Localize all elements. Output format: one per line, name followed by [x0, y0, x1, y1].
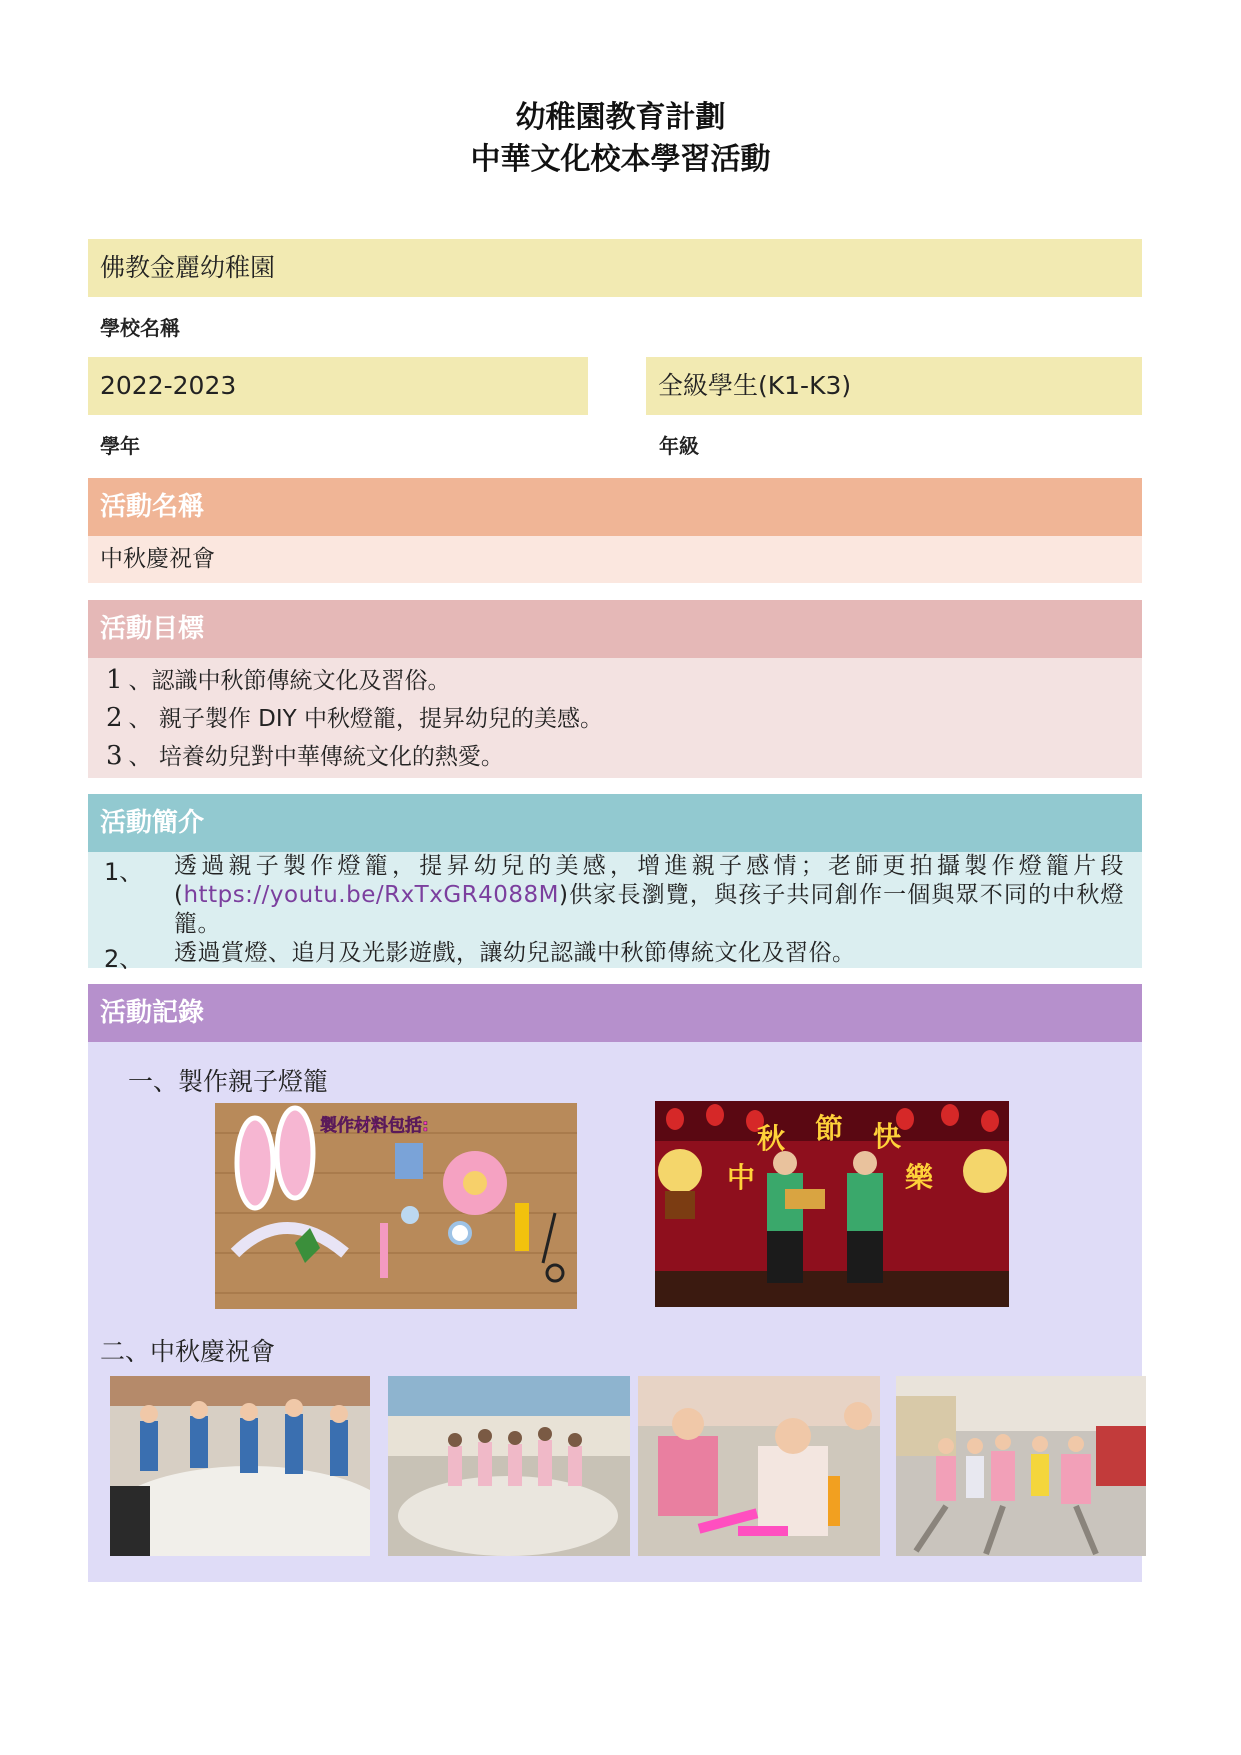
- records-subheading-lanterns: 一、製作親子燈籠: [128, 1067, 329, 1096]
- intro-number: 2、: [104, 945, 144, 973]
- objective-separator: 、: [128, 668, 152, 694]
- objective-item: [106, 700, 603, 736]
- grade-label: 年級: [659, 434, 699, 458]
- activity-name-heading: 活動名稱: [88, 478, 1142, 536]
- intro-body: [88, 852, 1142, 973]
- school-year-field: 2022-2023: [88, 357, 588, 415]
- lantern-materials-photo: [215, 1103, 577, 1309]
- records-subheading-celebration: 二、中秋慶祝會: [100, 1337, 276, 1366]
- intro-text-part: 透過親子製作燈籠，提昇幼兒的美感，增進親子感情；老師更拍攝製作燈籠片段(: [174, 853, 1124, 908]
- page-subtitle: 中華文化校本學習活動: [470, 142, 771, 177]
- objective-text: 培養幼兒對中華傳統文化的熱愛。: [151, 744, 504, 770]
- objective-separator: 、: [128, 744, 152, 770]
- intro-text: 透過賞燈、追月及光影遊戲，讓幼兒認識中秋節傳統文化及習俗。: [174, 940, 856, 966]
- school-name-label: 學校名稱: [100, 316, 180, 340]
- objectives-heading: 活動目標: [88, 600, 1142, 658]
- banner-char: 節: [815, 1112, 844, 1145]
- objective-number: 2: [106, 703, 123, 733]
- school-name-field: 佛教金麗幼稚園: [88, 239, 1142, 297]
- grade-field: 全級學生(K1-K3): [646, 357, 1142, 415]
- objectives-body: [88, 658, 1142, 778]
- banner-char: 中: [727, 1161, 756, 1194]
- intro-text-part: )供家長瀏覽，與孩子共同創作一個與眾不同的中秋燈籠。: [174, 882, 1124, 937]
- school-year-label: 學年: [100, 434, 140, 458]
- intro-text: [174, 852, 1124, 939]
- objective-item: [106, 662, 451, 698]
- banner-char: 樂: [905, 1161, 934, 1194]
- banner-char: 秋: [757, 1122, 786, 1155]
- celebration-photo-2: [388, 1376, 630, 1556]
- objective-item: [106, 738, 504, 774]
- activity-name-text: 中秋慶祝會: [100, 546, 215, 572]
- celebration-photo-3: [638, 1376, 880, 1556]
- objective-text: 親子製作 DIY 中秋燈籠，提昇幼兒的美感。: [151, 706, 604, 732]
- banner-char: 快: [873, 1120, 902, 1153]
- mid-autumn-stage-photo: [655, 1101, 1009, 1307]
- activity-name-value: [88, 536, 1142, 583]
- intro-heading: 活動簡介: [88, 794, 1142, 852]
- objective-number: 1: [106, 665, 123, 695]
- celebration-photo-1: [110, 1376, 370, 1556]
- materials-caption: 製作材料包括:: [320, 1116, 429, 1136]
- objective-separator: 、: [128, 706, 152, 732]
- objective-number: 3: [106, 741, 123, 771]
- celebration-photo-4: [896, 1376, 1146, 1556]
- objective-text: 認識中秋節傳統文化及習俗。: [151, 668, 451, 694]
- intro-number: 1、: [104, 858, 144, 886]
- page-title: 幼稚園教育計劃: [515, 100, 726, 135]
- records-heading: 活動記錄: [88, 984, 1142, 1042]
- video-link[interactable]: https://youtu.be/RxTxGR4088M: [183, 882, 560, 908]
